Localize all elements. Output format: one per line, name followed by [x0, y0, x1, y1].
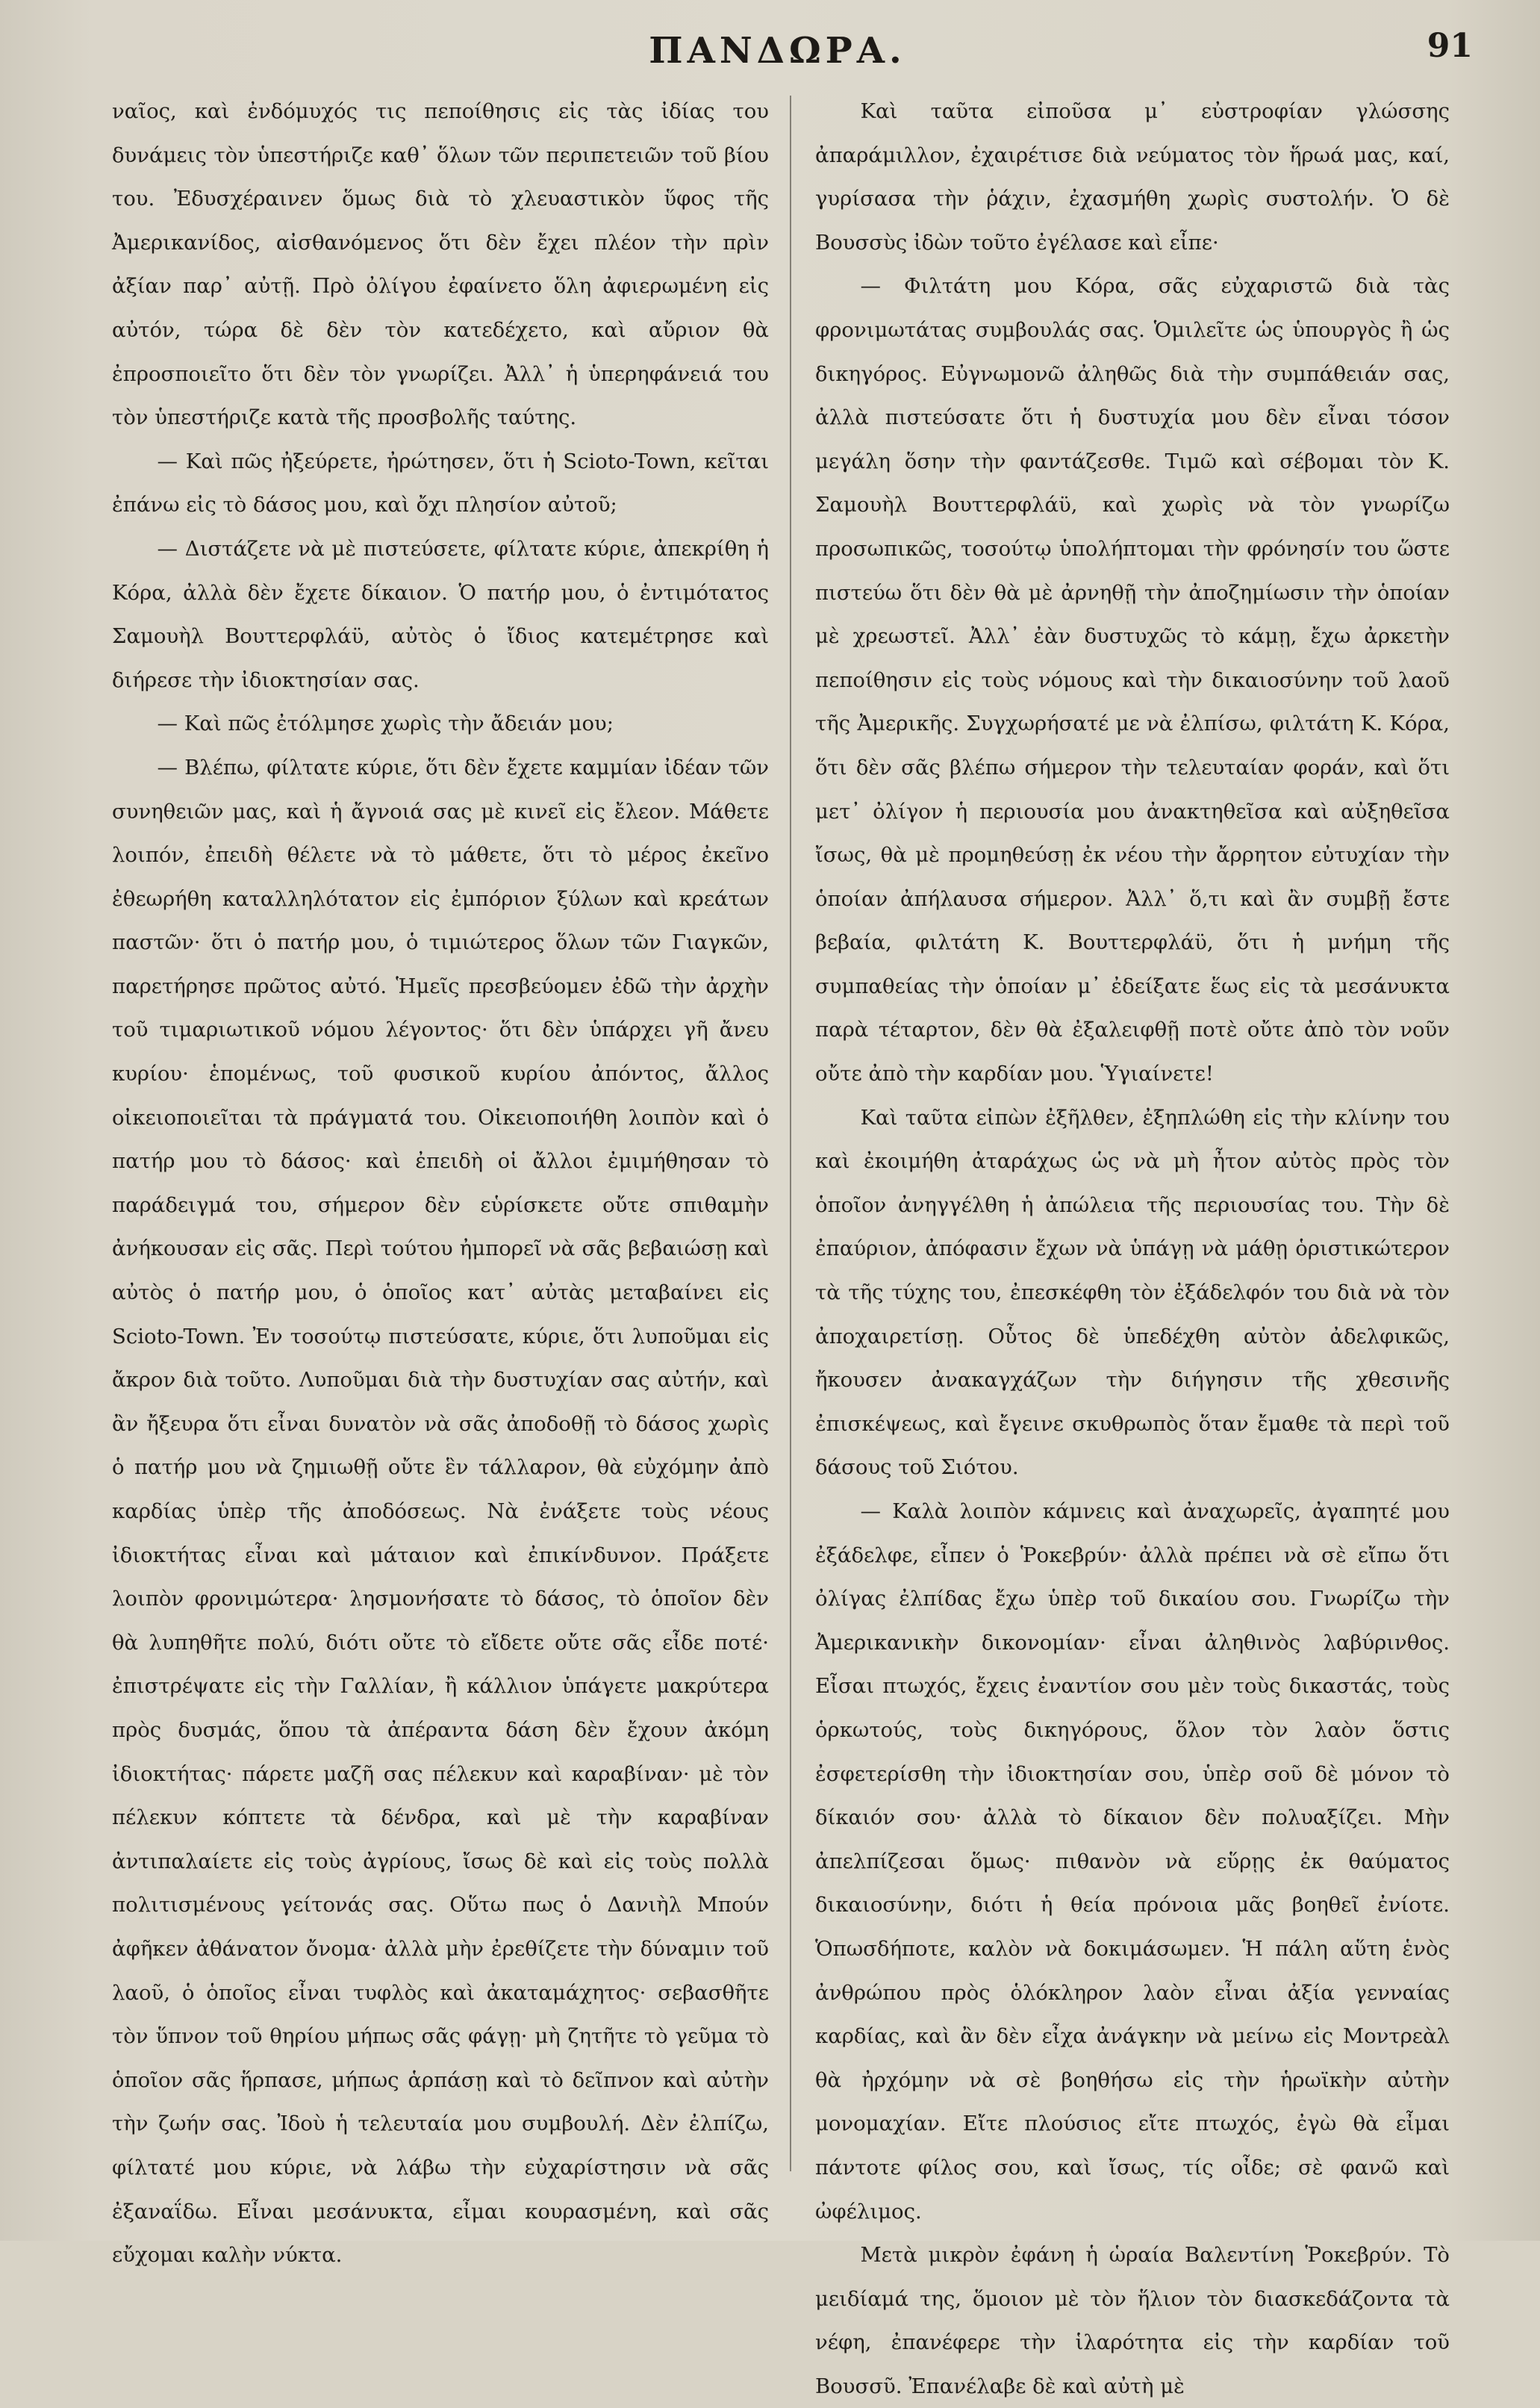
column-divider — [790, 96, 791, 2171]
page-number: 91 — [1427, 27, 1473, 65]
left-paragraph-3: — Διστάζετε νὰ μὲ πιστεύσετε, φίλτατε κύριε, ἀπεκρίθη ἡ Κόρα, ἀλλὰ δὲν ἔχετε δίκαιον. Ὁ πατήρ μου, ὁ ἐντιμότατος Σαμουὴλ Βουττερφλάϋ, αὐτὸς ὁ ἴδιος κατεμέτρησε καὶ διήρεσε τὴν ἰδιοκτησίαν σας. — [112, 536, 769, 692]
right-paragraph-1: Καὶ ταῦτα εἰποῦσα μ᾿ εὐστροφίαν γλώσσης ἀπαράμιλλον, ἐχαιρέτισε διὰ νεύματος τὸν ἥρωά μας, καί, γυρίσασα τὴν ῥάχιν, ἐχασμήθη χωρὶς συστολήν. Ὁ δὲ Βουσσὺς ἰδὼν τοῦτο ἐγέλασε καὶ εἶπε· — [815, 99, 1450, 255]
left-column — [112, 90, 769, 2277]
right-paragraph-5: Μετὰ μικρὸν ἐφάνη ἡ ὡραία Βαλεντίνη Ῥοκεβρύν. Τὸ μειδίαμά της, ὅμοιον μὲ τὸν ἥλιον τὸν διασκεδάζοντα τὰ νέφη, ἐπανέφερε τὴν ἱλαρότητα εἰς τὴν καρδίαν τοῦ Βουσσῦ. Ἐπανέλαβε δὲ καὶ αὐτὴ μὲ — [815, 2243, 1450, 2398]
page-header — [82, 27, 1473, 82]
left-paragraph-4: — Καὶ πῶς ἐτόλμησε χωρὶς τὴν ἄδειάν μου; — [157, 712, 614, 736]
right-paragraph-3: Καὶ ταῦτα εἰπὼν ἐξῆλθεν, ἐξηπλώθη εἰς τὴν κλίνην του καὶ ἐκοιμήθη ἀταράχως ὡς νὰ μὴ ἦτον αὐτὸς πρὸς τὸν ὁποῖον ἀνηγγέλθη ἡ ἀπώλεια τῆς περιουσίας του. Τὴν δὲ ἐπαύριον, ἀπόφασιν ἔχων νὰ ὑπάγῃ νὰ μάθῃ ὁριστικώτερον τὰ τῆς τύχης του, ἐπεσκέφθη τὸν ἐξάδελφόν του διὰ νὰ τὸν ἀποχαιρετίσῃ. Οὗτος δὲ ὑπεδέχθη αὐτὸν ἀδελφικῶς, ἤκουσεν ἀνακαγχάζων τὴν διήγησιν τῆς χθεσινῆς ἐπισκέψεως, καὶ ἔγεινε σκυθρωπὸς ὅταν ἔμαθε τὰ περὶ τοῦ δάσους τοῦ Σιότου. — [815, 1105, 1450, 1480]
running-title: ΠΑΝΔΩΡΑ. — [649, 30, 906, 72]
right-paragraph-4: — Καλὰ λοιπὸν κάμνεις καὶ ἀναχωρεῖς, ἀγαπητέ μου ἐξάδελφε, εἶπεν ὁ Ῥοκεβρύν· ἀλλὰ πρέπει νὰ σὲ εἴπω ὅτι ὀλίγας ἐλπίδας ἔχω ὑπὲρ τοῦ δικαίου σου. Γνωρίζω τὴν Ἀμερικανικὴν δικονομίαν· εἶναι ἀληθινὸς λαβύρινθος. Εἶσαι πτωχός, ἔχεις ἐναντίον σου μὲν τοὺς δικαστάς, τοὺς ὁρκωτούς, τοὺς δικηγόρους, ὅλον τὸν λαὸν ὅστις ἐσφετερίσθη τὴν ἰδιοκτησίαν σου, ὑπὲρ σοῦ δὲ μόνον τὸ δίκαιόν σου· ἀλλὰ τὸ δίκαιον δὲν πολυαξίζει. Μὴν ἀπελπίζεσαι ὅμως· πιθανὸν νὰ εὕρῃς ἐκ θαύματος δικαιοσύνην, διότι ἡ θεία πρόνοια μᾶς βοηθεῖ ἐνίοτε. Ὁπωσδήποτε, καλὸν νὰ δοκιμάσωμεν. Ἡ πάλη αὕτη ἑνὸς ἀνθρώπου πρὸς ὁλόκληρον λαὸν εἶναι ἀξία γενναίας καρδίας, καὶ ἂν δὲν εἶχα ἀνάγκην νὰ μείνω εἰς Μοντρεὰλ θὰ ἠρχόμην νὰ σὲ βοηθήσω εἰς τὴν ἡρωϊκὴν αὐτὴν μονομαχίαν. Εἴτε πλούσιος εἴτε πτωχός, ἐγὼ θὰ εἶμαι πάντοτε φίλος σου, καὶ ἴσως, τίς οἶδε; σὲ φανῶ καὶ ὠφέλιμος. — [815, 1499, 1450, 2224]
left-paragraph-2: — Καὶ πῶς ἠξεύρετε, ἠρώτησεν, ὅτι ἡ Scioto-Town, κεῖται ἐπάνω εἰς τὸ δάσος μου, καὶ ὄχι πλησίον αὐτοῦ; — [112, 449, 769, 517]
left-paragraph-5: — Βλέπω, φίλτατε κύριε, ὅτι δὲν ἔχετε καμμίαν ἰδέαν τῶν συνηθειῶν μας, καὶ ἡ ἄγνοιά σας μὲ κινεῖ εἰς ἔλεον. Μάθετε λοιπόν, ἐπειδὴ θέλετε νὰ τὸ μάθετε, ὅτι τὸ μέρος ἐκεῖνο ἐθεωρήθη καταλληλότατον εἰς ἐμπόριον ξύλων καὶ κρεάτων παστῶν· ὅτι ὁ πατήρ μου, ὁ τιμιώτερος ὅλων τῶν Γιαγκῶν, παρετήρησε πρῶτος αὐτό. Ἡμεῖς πρεσβεύομεν ἐδῶ τὴν ἀρχὴν τοῦ τιμαριωτικοῦ νόμου λέγοντος· ὅτι δὲν ὑπάρχει γῆ ἄνευ κυρίου· ἑπομένως, τοῦ φυσικοῦ κυρίου ἀπόντος, ἄλλος οἰκειοποιεῖται τὰ πράγματά του. Οἰκειοποιήθη λοιπὸν καὶ ὁ πατήρ μου τὸ δάσος· καὶ ἐπειδὴ οἱ ἄλλοι ἐμιμήθησαν τὸ παράδειγμά του, σήμερον δὲν εὑρίσκετε οὔτε σπιθαμὴν ἀνήκουσαν εἰς σᾶς. Περὶ τούτου ἠμπορεῖ νὰ σᾶς βεβαιώσῃ καὶ αὐτὸς ὁ πατήρ μου, ὁ ὁποῖος κατ᾿ αὐτὰς μεταβαίνει εἰς Scioto-Town. Ἐν τοσούτῳ πιστεύσατε, κύριε, ὅτι λυποῦμαι εἰς ἄκρον διὰ τοῦτο. Λυποῦμαι διὰ τὴν δυστυχίαν σας αὐτήν, καὶ ἂν ἤξευρα ὅτι εἶναι δυνατὸν νὰ σᾶς ἀποδοθῇ τὸ δάσος χωρὶς ὁ πατήρ μου νὰ ζημιωθῇ οὔτε ἓν τάλλαρον, θὰ εὐχόμην ἀπὸ καρδίας ὑπὲρ τῆς ἀποδόσεως. Νὰ ἐνάξετε τοὺς νέους ἰδιοκτήτας εἶναι καὶ μάταιον καὶ ἐπικίνδυνον. Πράξετε λοιπὸν φρονιμώτερα· λησμονήσατε τὸ δάσος, τὸ ὁποῖον δὲν θὰ λυπηθῆτε πολύ, διότι οὔτε τὸ εἴδετε οὔτε σᾶς εἶδε ποτέ· ἐπιστρέψατε εἰς τὴν Γαλλίαν, ἢ κάλλιον ὑπάγετε μακρύτερα πρὸς δυσμάς, ὅπου τὰ ἀπέραντα δάση δὲν ἔχουν ἀκόμη ἰδιοκτήτας· πάρετε μαζῆ σας πέλεκυν καὶ καραβίναν· μὲ τὸν πέλεκυν κόπτετε τὰ δένδρα, καὶ μὲ τὴν καραβίναν ἀντιπαλαίετε εἰς τοὺς ἀγρίους, ἴσως δὲ καὶ εἰς τοὺς πολλὰ πολιτισμένους γείτονάς σας. Οὕτω πως ὁ Δανιὴλ Μπούν ἀφῆκεν ἀθάνατον ὄνομα· ἀλλὰ μὴν ἐρεθίζετε τὴν δύναμιν τοῦ λαοῦ, ὁ ὁποῖος εἶναι τυφλὸς καὶ ἀκαταμάχητος· σεβασθῆτε τὸν ὕπνον τοῦ θηρίου μήπως σᾶς φάγῃ· μὴ ζητῆτε τὸ γεῦμα τὸ ὁποῖον σᾶς ἥρπασε, μήπως ἁρπάσῃ καὶ τὸ δεῖπνον καὶ αὐτὴν τὴν ζωήν σας. Ἰδοὺ ἡ τελευταία μου συμβουλή. Δὲν ἐλπίζω, φίλτατέ μου κύριε, νὰ λάβω τὴν εὐχαρίστησιν νὰ σᾶς ἐξαναΐδω. Εἶναι μεσάνυκτα, εἶμαι κουρασμένη, καὶ σᾶς εὔχομαι καλὴν νύκτα. — [112, 755, 769, 2268]
left-paragraph-1: ναῖος, καὶ ἐνδόμυχός τις πεποίθησις εἰς τὰς ἰδίας του δυνάμεις τὸν ὑπεστήριζε καθ᾿ ὅλων τῶν περιπετειῶν τοῦ βίου του. Ἐδυσχέραινεν ὅμως διὰ τὸ χλευαστικὸν ὕφος τῆς Ἀμερικανίδος, αἰσθανόμενος ὅτι δὲν ἔχει πλέον τὴν πρὶν ἀξίαν παρ᾿ αὐτῇ. Πρὸ ὀλίγου ἐφαίνετο ὅλη ἀφιερωμένη εἰς αὐτόν, τώρα δὲ δὲν τὸν κατεδέχετο, καὶ αὔριον θὰ ἐπροσποιεῖτο ὅτι δὲν τὸν γνωρίζει. Ἀλλ᾿ ἡ ὑπερηφάνειά του τὸν ὑπεστήριζε κατὰ τῆς προσβολῆς ταύτης. — [112, 99, 769, 430]
right-paragraph-2: — Φιλτάτη μου Κόρα, σᾶς εὐχαριστῶ διὰ τὰς φρονιμωτάτας συμβουλάς σας. Ὁμιλεῖτε ὡς ὑπουργὸς ἢ ὡς δικηγόρος. Εὐγνωμονῶ ἀληθῶς διὰ τὴν συμπάθειάν σας, ἀλλὰ πιστεύσατε ὅτι ἡ δυστυχία μου δὲν εἶναι τόσον μεγάλη ὅσην τὴν φαντάζεσθε. Τιμῶ καὶ σέβομαι τὸν Κ. Σαμουὴλ Βουττερφλάϋ, καὶ χωρὶς νὰ τὸν γνωρίζω προσωπικῶς, τοσούτῳ ὑπολήπτομαι τὴν φρόνησίν του ὥστε πιστεύω ὅτι δὲν θὰ μὲ ἀρνηθῇ τὴν ἀποζημίωσιν τὴν ὁποίαν μὲ χρεωστεῖ. Ἀλλ᾿ ἐὰν δυστυχῶς τὸ κάμῃ, ἔχω ἀρκετὴν πεποίθησιν εἰς τοὺς νόμους καὶ τὴν δικαιοσύνην τοῦ λαοῦ τῆς Ἀμερικῆς. Συγχωρήσατέ με νὰ ἐλπίσω, φιλτάτη Κ. Κόρα, ὅτι δὲν σᾶς βλέπω σήμερον τὴν τελευταίαν φοράν, καὶ ὅτι μετ᾿ ὀλίγον ἡ περιουσία μου ἀνακτηθεῖσα καὶ αὐξηθεῖσα ἴσως, θὰ μὲ προμηθεύσῃ ἐκ νέου τὴν ἄρρητον εὐτυχίαν τὴν ὁποίαν ἀπήλαυσα σήμερον. Ἀλλ᾿ ὅ,τι καὶ ἂν συμβῇ ἔστε βεβαία, φιλτάτη Κ. Βουττερφλάϋ, ὅτι ἡ μνήμη τῆς συμπαθείας τὴν ὁποίαν μ᾿ ἐδείξατε ἕως εἰς τὰ μεσάνυκτα παρὰ τέταρτον, δὲν θὰ ἐξαλειφθῇ ποτὲ οὔτε ἀπὸ τὸν νοῦν οὔτε ἀπὸ τὴν καρδίαν μου. Ὑγιαίνετε! — [815, 274, 1450, 1086]
right-column — [815, 90, 1450, 2408]
